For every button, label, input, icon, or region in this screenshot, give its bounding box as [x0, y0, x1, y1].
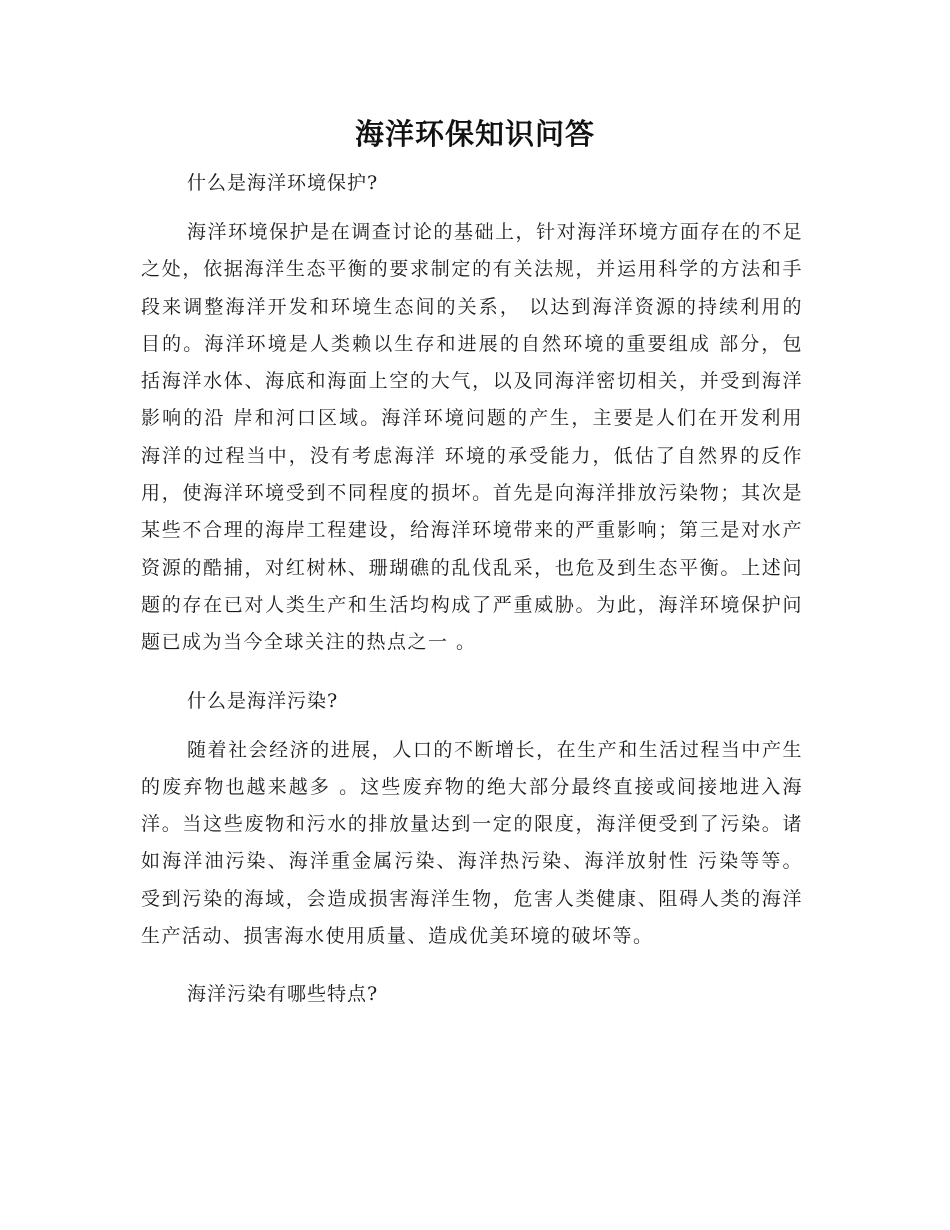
question-heading: 海洋污染有哪些特点? — [187, 983, 379, 1006]
document-body — [141, 166, 803, 1025]
answer-paragraph: 随着社会经济的进展，人口的不断增长，在生产和生活过程当中产生的废弃物也越来越多 。这些废弃物的绝大部分最终直接或间接地进入海洋。当这些废物和污水的排放量达到一定的限度，海洋便受到了污染。诸如海洋油污染、海洋重金属污染、海洋热污染、海洋放射性 污染等等。受到污染的海域，会造成损害海洋生物，危害人类健康、阻碍人类的海洋生产活动、损害海水使用质量、造成优美环境的破坏等。 — [141, 738, 803, 948]
answer-paragraph: 海洋环境保护是在调查讨论的基础上，针对海洋环境方面存在的不足之处，依据海洋生态平衡的要求制定的有关法规，并运用科学的方法和手段来调整海洋开发和环境生态间的关系， 以达到海洋资源的持续利用的目的。海洋环境是人类赖以生存和进展的自然环境的重要组成 部分，包括海洋水体、海底和海面上空的大气，以及同海洋密切相关，并受到海洋影响的沿 岸和河口区域。海洋环境问题的产生，主要是人们在开发利用海洋的过程当中，没有考虑海洋 环境的承受能力，低估了自然界的反作用，使海洋环境受到不同程度的损坏。首先是向海洋排放污染物；其次是某些不合理的海岸工程建设，给海洋环境带来的严重影响；第三是对水产资源的酷捕，对红树林、珊瑚礁的乱伐乱采，也危及到生态平衡。上述问题的存在已对人类生产和生活均构成了严重威胁。为此，海洋环境保护问题已成为当今全球关注的热点之一 。 — [141, 221, 803, 654]
document-title: 海洋环保知识问答 — [354, 117, 595, 151]
question-heading: 什么是海洋环境保护? — [187, 172, 379, 194]
question-heading: 什么是海洋污染? — [187, 689, 339, 712]
